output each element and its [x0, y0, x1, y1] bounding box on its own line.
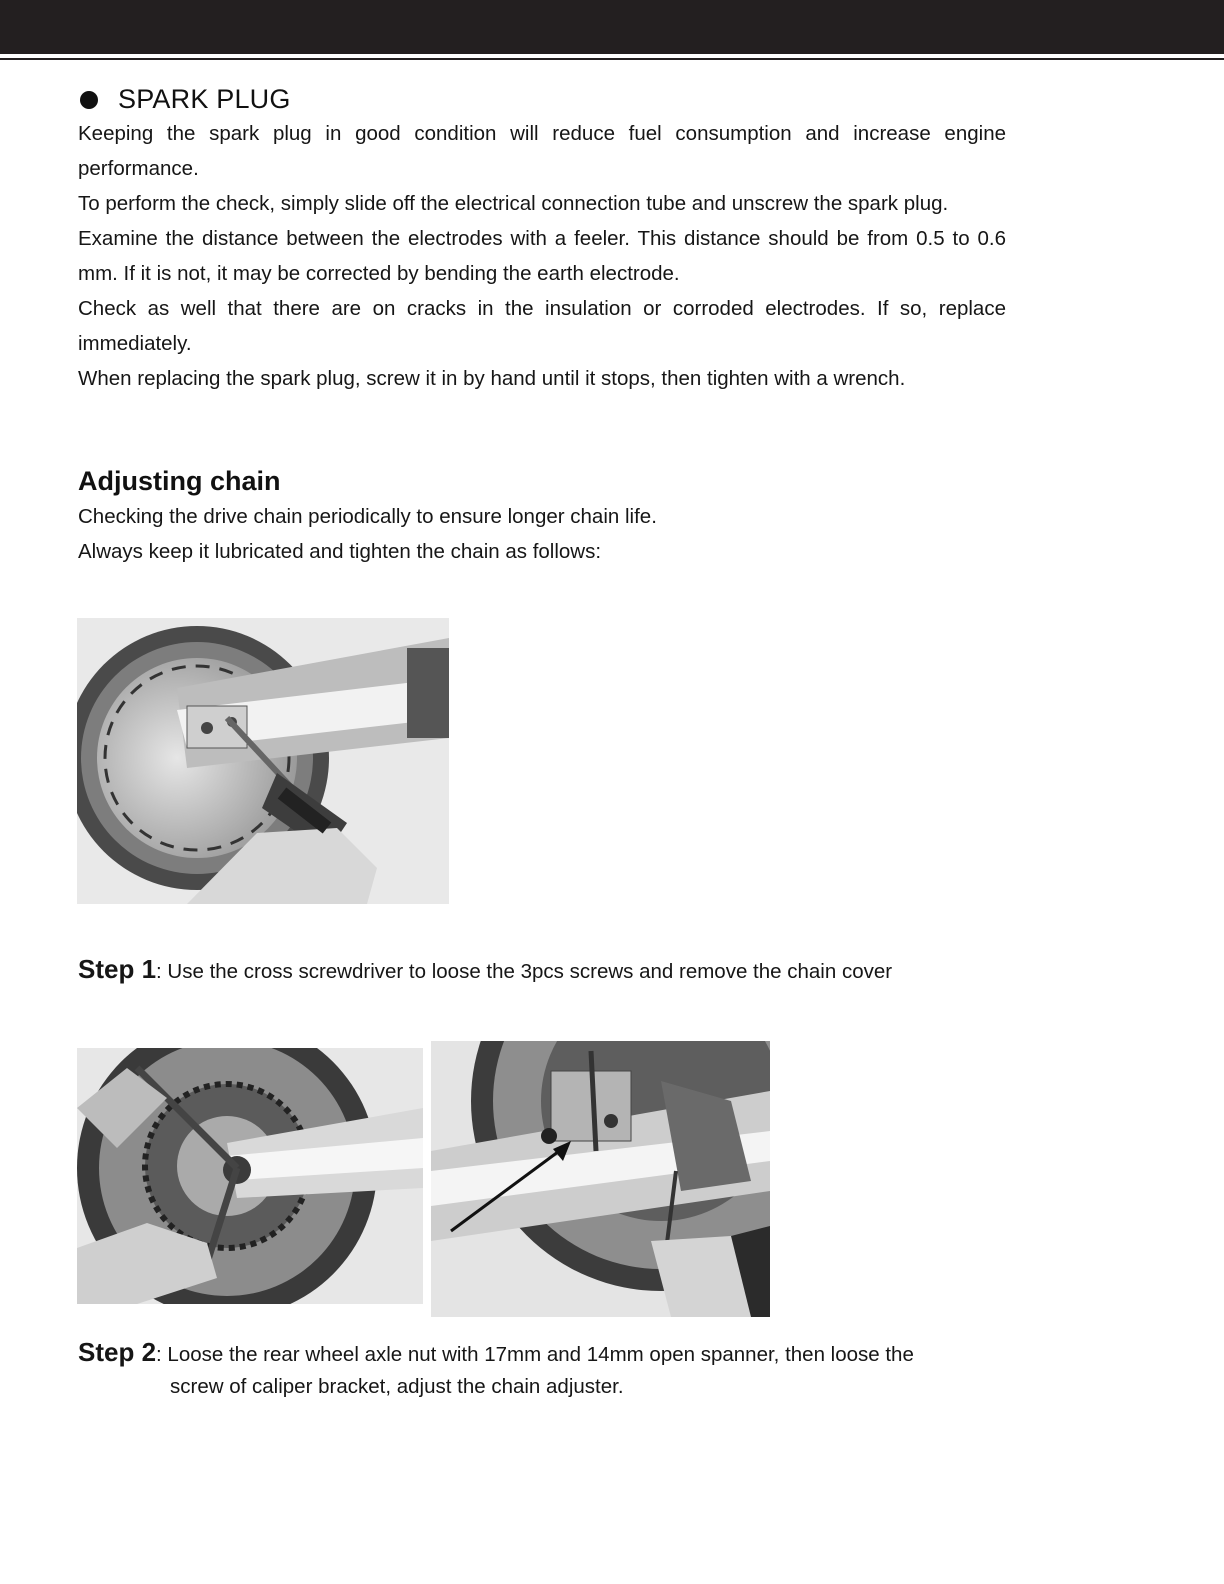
spark-plug-heading-text: SPARK PLUG [118, 84, 291, 114]
step-1-text: : Use the cross screwdriver to loose the 3pcs screws and remove the chain cover [156, 960, 893, 983]
chain-cover-photo [77, 618, 449, 904]
adjusting-chain-heading: Adjusting chain [78, 466, 281, 496]
spark-plug-heading [80, 84, 291, 115]
step-1 [78, 952, 1018, 989]
spark-plug-body [78, 116, 1006, 396]
axle-nut-photo [77, 1048, 423, 1304]
caliper-bracket-photo [431, 1041, 770, 1317]
paragraph: When replacing the spark plug, screw it in by hand until it stops, then tighten with a wrench. [78, 367, 906, 390]
step-2-text: : Loose the rear wheel axle nut with 17mm and 14mm open spanner, then loose the [156, 1343, 914, 1366]
paragraph: Check as well that there are on cracks in the insulation or corroded electrodes. If so, replace immediately. [78, 297, 1006, 355]
step-2 [78, 1335, 1018, 1372]
step-2-continuation: screw of caliper bracket, adjust the chain adjuster. [170, 1375, 624, 1398]
chain-intro [78, 499, 1006, 569]
paragraph: To perform the check, simply slide off the electrical connection tube and unscrew the spark plug. [78, 192, 949, 215]
paragraph: Examine the distance between the electrodes with a feeler. This distance should be from 0.5 to 0.6 mm. If it is not, it may be corrected by bending the earth electrode. [78, 227, 1006, 285]
step-2-label: Step 2 [78, 1337, 157, 1367]
header-bar [0, 0, 1224, 54]
paragraph: Checking the drive chain periodically to ensure longer chain life. [78, 505, 657, 528]
bullet-icon [80, 91, 98, 109]
paragraph: Keeping the spark plug in good condition will reduce fuel consumption and increase engine performance. [78, 122, 1006, 180]
header-rule [0, 58, 1224, 60]
paragraph: Always keep it lubricated and tighten the chain as follows: [78, 540, 602, 563]
step-1-label: Step 1 [78, 954, 157, 984]
